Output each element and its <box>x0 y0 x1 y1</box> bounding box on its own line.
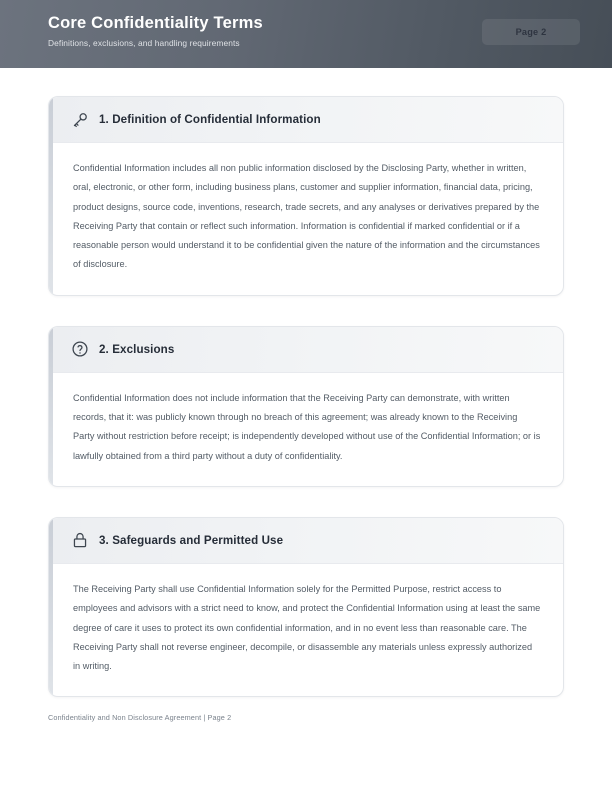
section-body: The Receiving Party shall use Confidential Information solely for the Permitted Purpose, restrict access to employees and advisors with a strict need to know, and protect the Confidential Information using at least the same degree of care it uses to protect its own confidential information, and in no event less than reasonable care. The Receiving Party shall not reverse engineer, decompile, or disassemble any materials unless expressly authorized in writing. <box>73 583 541 672</box>
document-content <box>0 96 612 697</box>
page-subtitle: Definitions, exclusions, and handling requirements <box>48 38 240 48</box>
page-header-banner <box>0 0 612 68</box>
section-card <box>48 517 564 697</box>
section-title: 1. Definition of Confidential Information <box>99 113 321 126</box>
key-icon <box>71 111 89 129</box>
section-title: 3. Safeguards and Permitted Use <box>99 533 284 547</box>
section-card-header <box>49 518 563 564</box>
section-card-header <box>49 327 563 373</box>
page-title: Core Confidentiality Terms <box>48 14 263 32</box>
section-card <box>48 96 564 296</box>
lock-icon <box>71 531 89 549</box>
page-number-badge: Page 2 <box>482 19 580 45</box>
section-body: Confidential Information does not include information that the Receiving Party can demonstrate, with written records, that it: was publicly known through no breach of this agreement; was already known to the Receiving Party without restriction before receipt; is independently developed without use of the Confidential Information; or is lawfully obtained from a third party without a duty of confidentiality. <box>73 392 541 461</box>
question-circle-icon <box>71 340 89 358</box>
section-body: Confidential Information includes all non public information disclosed by the Disclosing Party, whether in written, oral, electronic, or other form, including business plans, customer and supplier information, financial data, pricing, product designs, source code, inventions, research, trade secrets, and any analyses or derivatives prepared by the Receiving Party that contain or reflect such information. Information is confidential if marked confidential or if a reasonable person would understand it to be confidential given the nature of the information and the circumstances of disclosure. <box>73 163 540 270</box>
page-footer: Confidentiality and Non Disclosure Agreement | Page 2 <box>48 713 232 723</box>
section-card <box>48 326 564 487</box>
section-title: 2. Exclusions <box>99 342 175 356</box>
section-card-header <box>49 97 563 143</box>
